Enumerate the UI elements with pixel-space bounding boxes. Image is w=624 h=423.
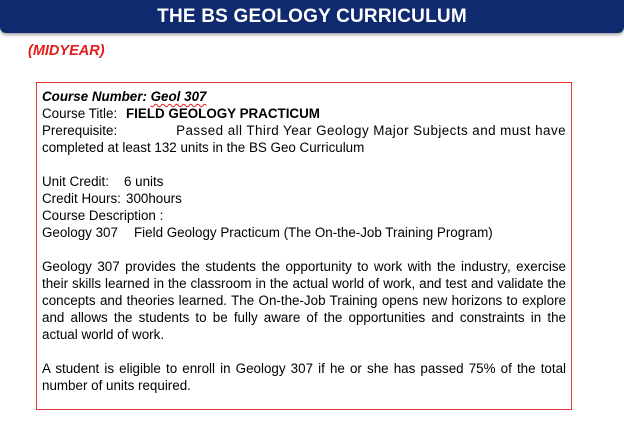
page-title: THE BS GEOLOGY CURRICULUM bbox=[157, 5, 467, 27]
course-details-box bbox=[36, 82, 572, 410]
prerequisite-row bbox=[42, 122, 566, 139]
credit-hours-label: Credit Hours: bbox=[42, 191, 121, 206]
term-label: (MIDYEAR) bbox=[28, 43, 105, 59]
course-description-code: Geology 307 bbox=[42, 225, 118, 240]
prerequisite-value-line1: Passed all Third Year Geology Major Subjects and must have bbox=[176, 123, 566, 138]
unit-credit-row bbox=[42, 173, 566, 190]
credit-hours-row bbox=[42, 190, 566, 207]
credit-hours-value: 300hours bbox=[126, 191, 182, 206]
course-title-label: Course Title: bbox=[42, 106, 118, 121]
unit-credit-label: Unit Credit: bbox=[42, 174, 109, 189]
prerequisite-label: Prerequisite: bbox=[42, 123, 118, 138]
course-number-label: Course Number: bbox=[42, 89, 151, 104]
course-description-row bbox=[42, 224, 566, 241]
course-title-row bbox=[42, 105, 566, 122]
course-description-title: Field Geology Practicum (The On-the-Job Training Program) bbox=[134, 225, 493, 240]
eligibility-paragraph: A student is eligible to enroll in Geology 307 if he or she has passed 75% of the total number of units required. bbox=[42, 361, 566, 393]
description-paragraph: Geology 307 provides the students the opportunity to work with the industry, exercise their skills learned in the classroom in the actual world of work, and test and validate the concepts and theories learned. The On-the-Job Training opens new horizons to explore and allows the students to be fully aware of the opportunities and constraints in the actual world of work. bbox=[42, 259, 566, 342]
title-banner bbox=[0, 0, 624, 33]
course-number-row bbox=[42, 88, 566, 105]
prerequisite-value-line2: completed at least 132 units in the BS Geo Curriculum bbox=[42, 140, 365, 155]
course-description-label: Course Description : bbox=[42, 208, 164, 223]
course-number-value: Geol 307 bbox=[150, 89, 207, 104]
course-title-value: FIELD GEOLOGY PRACTICUM bbox=[126, 106, 320, 121]
unit-credit-value: 6 units bbox=[124, 174, 164, 189]
